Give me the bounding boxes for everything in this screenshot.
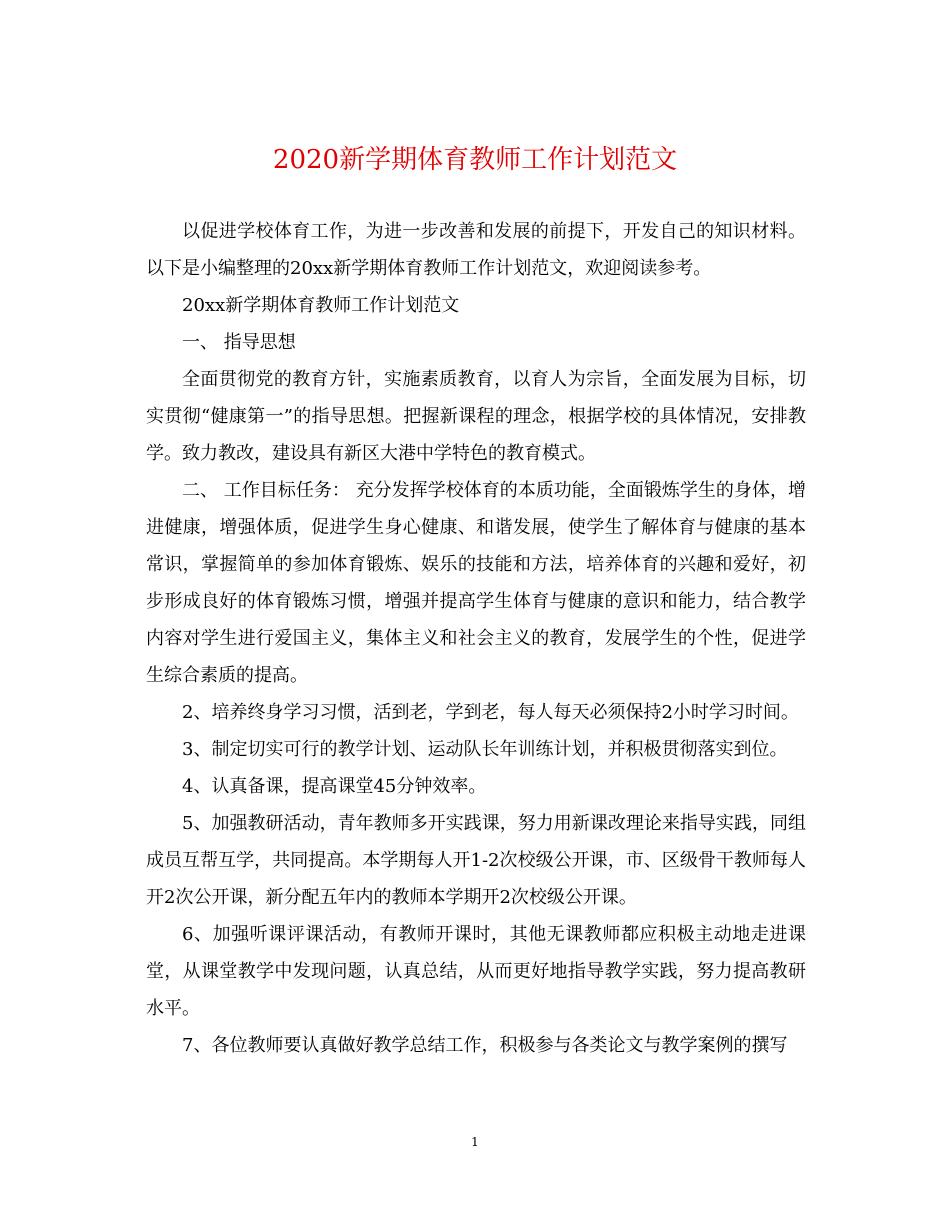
section-heading-guiding-thought: 一、 指导思想 xyxy=(182,332,296,353)
document-title: 2020新学期体育教师工作计划范文 xyxy=(272,145,678,175)
paragraph-item-7: 7、各位教师要认真做好教学总结工作，积极参与各类论文与教学案例的撰写 xyxy=(182,1035,788,1056)
paragraph-item-2: 2、培养终身学习习惯，活到老，学到老，每人每天必须保持2小时学习时间。 xyxy=(182,702,799,723)
paragraph-work-goals: 二、 工作目标任务： 充分发挥学校体育的本质功能，全面锻炼学生的身体，增进健康，增强体质，促进学生身心健康、和谐发展，使学生了解体育与健康的基本常识，掌握简单的参加体育锻炼、娱乐的技能和方法，培养体育的兴趣和爱好，初步形成良好的体育锻炼习惯，增强并提高学生体育与健康的意识和能力，结合教学内容对学生进行爱国主义，集体主义和社会主义的教育，发展学生的个性，促进学生综合素质的提高。 xyxy=(146,480,806,686)
paragraph-item-6: 6、加强听课评课活动，有教师开课时，其他无课教师都应积极主动地走进课堂，从课堂教学中发现问题，认真总结，从而更好地指导教学实践，努力提高教研水平。 xyxy=(146,924,806,1019)
page-number: 1 xyxy=(471,1135,479,1149)
document-body xyxy=(146,213,806,1064)
paragraph-intro: 以促进学校体育工作，为进一步改善和发展的前提下，开发自己的知识材料。以下是小编整理的20xx新学期体育教师工作计划范文，欢迎阅读参考。 xyxy=(146,221,806,279)
paragraph-item-5: 5、加强教研活动，青年教师多开实践课，努力用新课改理论来指导实践，同组成员互帮互学，共同提高。本学期每人开1-2次校级公开课，市、区级骨干教师每人开2次公开课，新分配五年内的教师本学期开2次校级公开课。 xyxy=(146,813,806,908)
paragraph-guiding-thought: 全面贯彻党的教育方针，实施素质教育，以育人为宗旨，全面发展为目标，切实贯彻“健康第一”的指导思想。把握新课程的理念，根据学校的具体情况，安排教学。致力教改，建设具有新区大港中学特色的教育模式。 xyxy=(146,369,806,464)
paragraph-item-4: 4、认真备课，提高课堂45分钟效率。 xyxy=(182,776,487,797)
paragraph-item-3: 3、制定切实可行的教学计划、运动队长年训练计划，并积极贯彻落实到位。 xyxy=(182,739,788,760)
paragraph-subtitle: 20xx新学期体育教师工作计划范文 xyxy=(182,295,460,316)
